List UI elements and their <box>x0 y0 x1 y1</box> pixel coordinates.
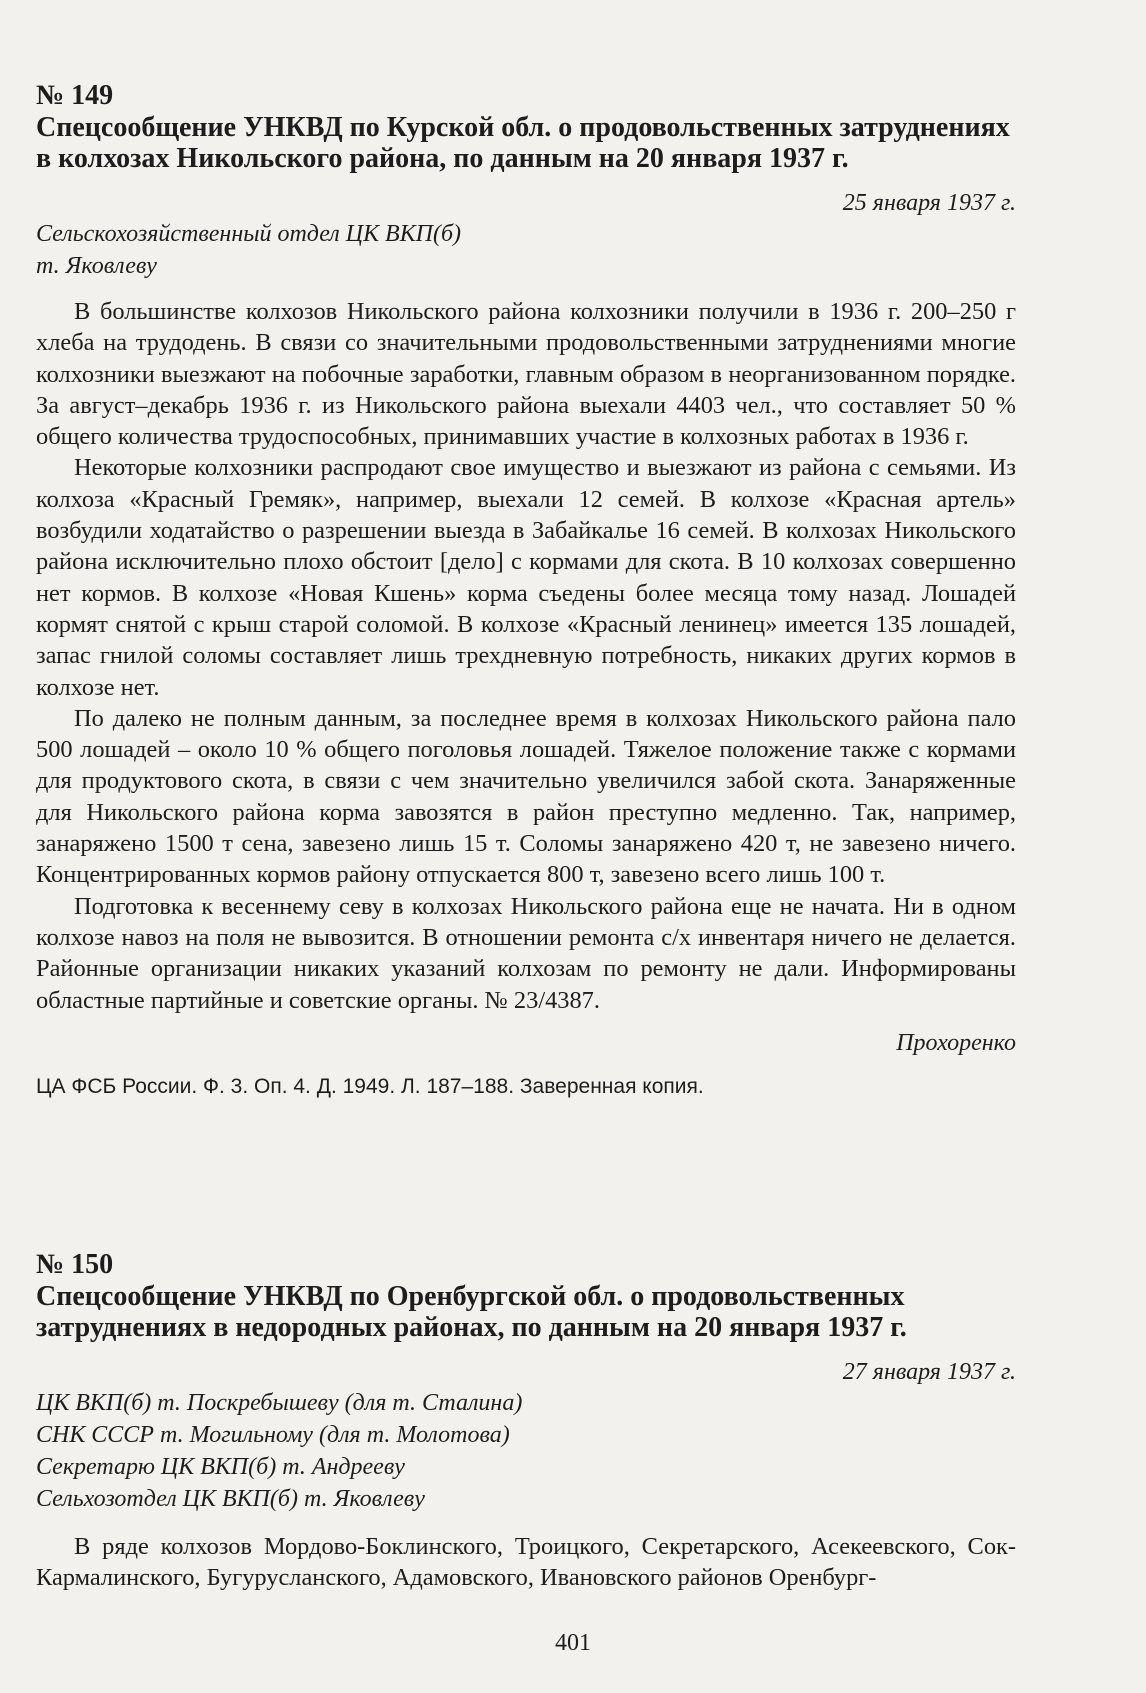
document-number: № 149 <box>36 80 114 111</box>
document-number: № 150 <box>36 1249 114 1280</box>
document-date: 25 января 1937 г. <box>842 190 1016 216</box>
signature: Прохоренко <box>896 1029 1016 1056</box>
document-150 <box>36 1249 1016 1594</box>
page-number: 401 <box>555 1630 591 1656</box>
addressee-line: Секретарю ЦК ВКП(б) т. Андрееву <box>36 1454 405 1480</box>
document-149 <box>36 80 1016 1102</box>
addressee-line: т. Яковлеву <box>36 253 157 279</box>
addressee-line: Сельхозотдел ЦК ВКП(б) т. Яковлеву <box>36 1486 425 1512</box>
document-title: Спецсообщение УНКВД по Курской обл. о продовольственных затруднениях в колхозах Никольского района, по данным на 20 января 1937 г. <box>36 112 1010 174</box>
body-paragraph: По далеко не полным данным, за последнее время в колхозах Никольского района пало 500 лошадей – около 10 % общего поголовья лошадей. Тяжелое положение также с кормами для продуктового скота, в связи с чем значительно увеличился забой скота. Занаряженные для Никольского района корма завозятся в район преступно медленно. Так, например, занаряжено 1500 т сена, завезено лишь 15 т. Соломы занаряжено 420 т, не завезено ничего. Концентрированных кормов району отпускается 800 т, завезено всего лишь 100 т. <box>36 704 1016 889</box>
addressee-block <box>36 1387 1016 1515</box>
addressee-line: ЦК ВКП(б) т. Поскребышеву (для т. Сталина) <box>36 1390 523 1416</box>
addressee-line: СНК СССР т. Могильному (для т. Молотова) <box>36 1422 510 1448</box>
document-title: Спецсообщение УНКВД по Оренбургской обл. о продовольственных затруднениях в недородных районах, по данным на 20 января 1937 г. <box>36 1281 907 1343</box>
addressee-block <box>36 218 1016 282</box>
body-paragraph: Некоторые колхозники распродают свое имущество и выезжают из района с семьями. Из колхоза «Красный Гремяк», например, выехали 12 семей. В колхозе «Красная артель» возбудили ходатайство о разрешении выезда в Забайкалье 16 семей. В колхозах Никольского района исключительно плохо обстоит [дело] с кормами для скота. В 10 колхозах совершенно нет кормов. В колхозе «Новая Кшень» корма съедены более месяца тому назад. Лошадей кормят снятой с крыш старой соломой. В колхозе «Красный ленинец» имеется 135 лошадей, запас гнилой соломы составляет лишь трехдневную потребность, никаких других кормов в колхозе нет. <box>36 454 1016 701</box>
archive-source: ЦА ФСБ России. Ф. 3. Оп. 4. Д. 1949. Л. 187–188. Заверенная копия. <box>36 1074 704 1098</box>
body-paragraph: В ряде колхозов Мордово-Боклинского, Троицкого, Секретарского, Асекеевского, Сок-Кармалинского, Бугурусланского, Адамовского, Ивановского районов Оренбург- <box>36 1533 1016 1592</box>
document-date: 27 января 1937 г. <box>842 1359 1016 1385</box>
addressee-line: Сельскохозяйственный отдел ЦК ВКП(б) <box>36 221 462 247</box>
body-paragraph: Подготовка к весеннему севу в колхозах Никольского района еще не начата. Ни в одном колхозе навоз на поля не вывозится. В отношении ремонта с/х инвентаря ничего не делается. Районные организации никаких указаний колхозам по ремонту не дали. Информированы областные партийные и советские органы. № 23/4387. <box>36 892 1016 1014</box>
body-paragraph: В большинстве колхозов Никольского района колхозники получили в 1936 г. 200–250 г хлеба на трудодень. В связи со значительными продовольственными затруднениями многие колхозники выезжают на побочные заработки, главным образом в неорганизованном порядке. За август–декабрь 1936 г. из Никольского района выехали 4403 чел., что составляет 50 % общего количества трудоспособных, принимавших участие в колхозных работах в 1936 г. <box>36 298 1016 451</box>
